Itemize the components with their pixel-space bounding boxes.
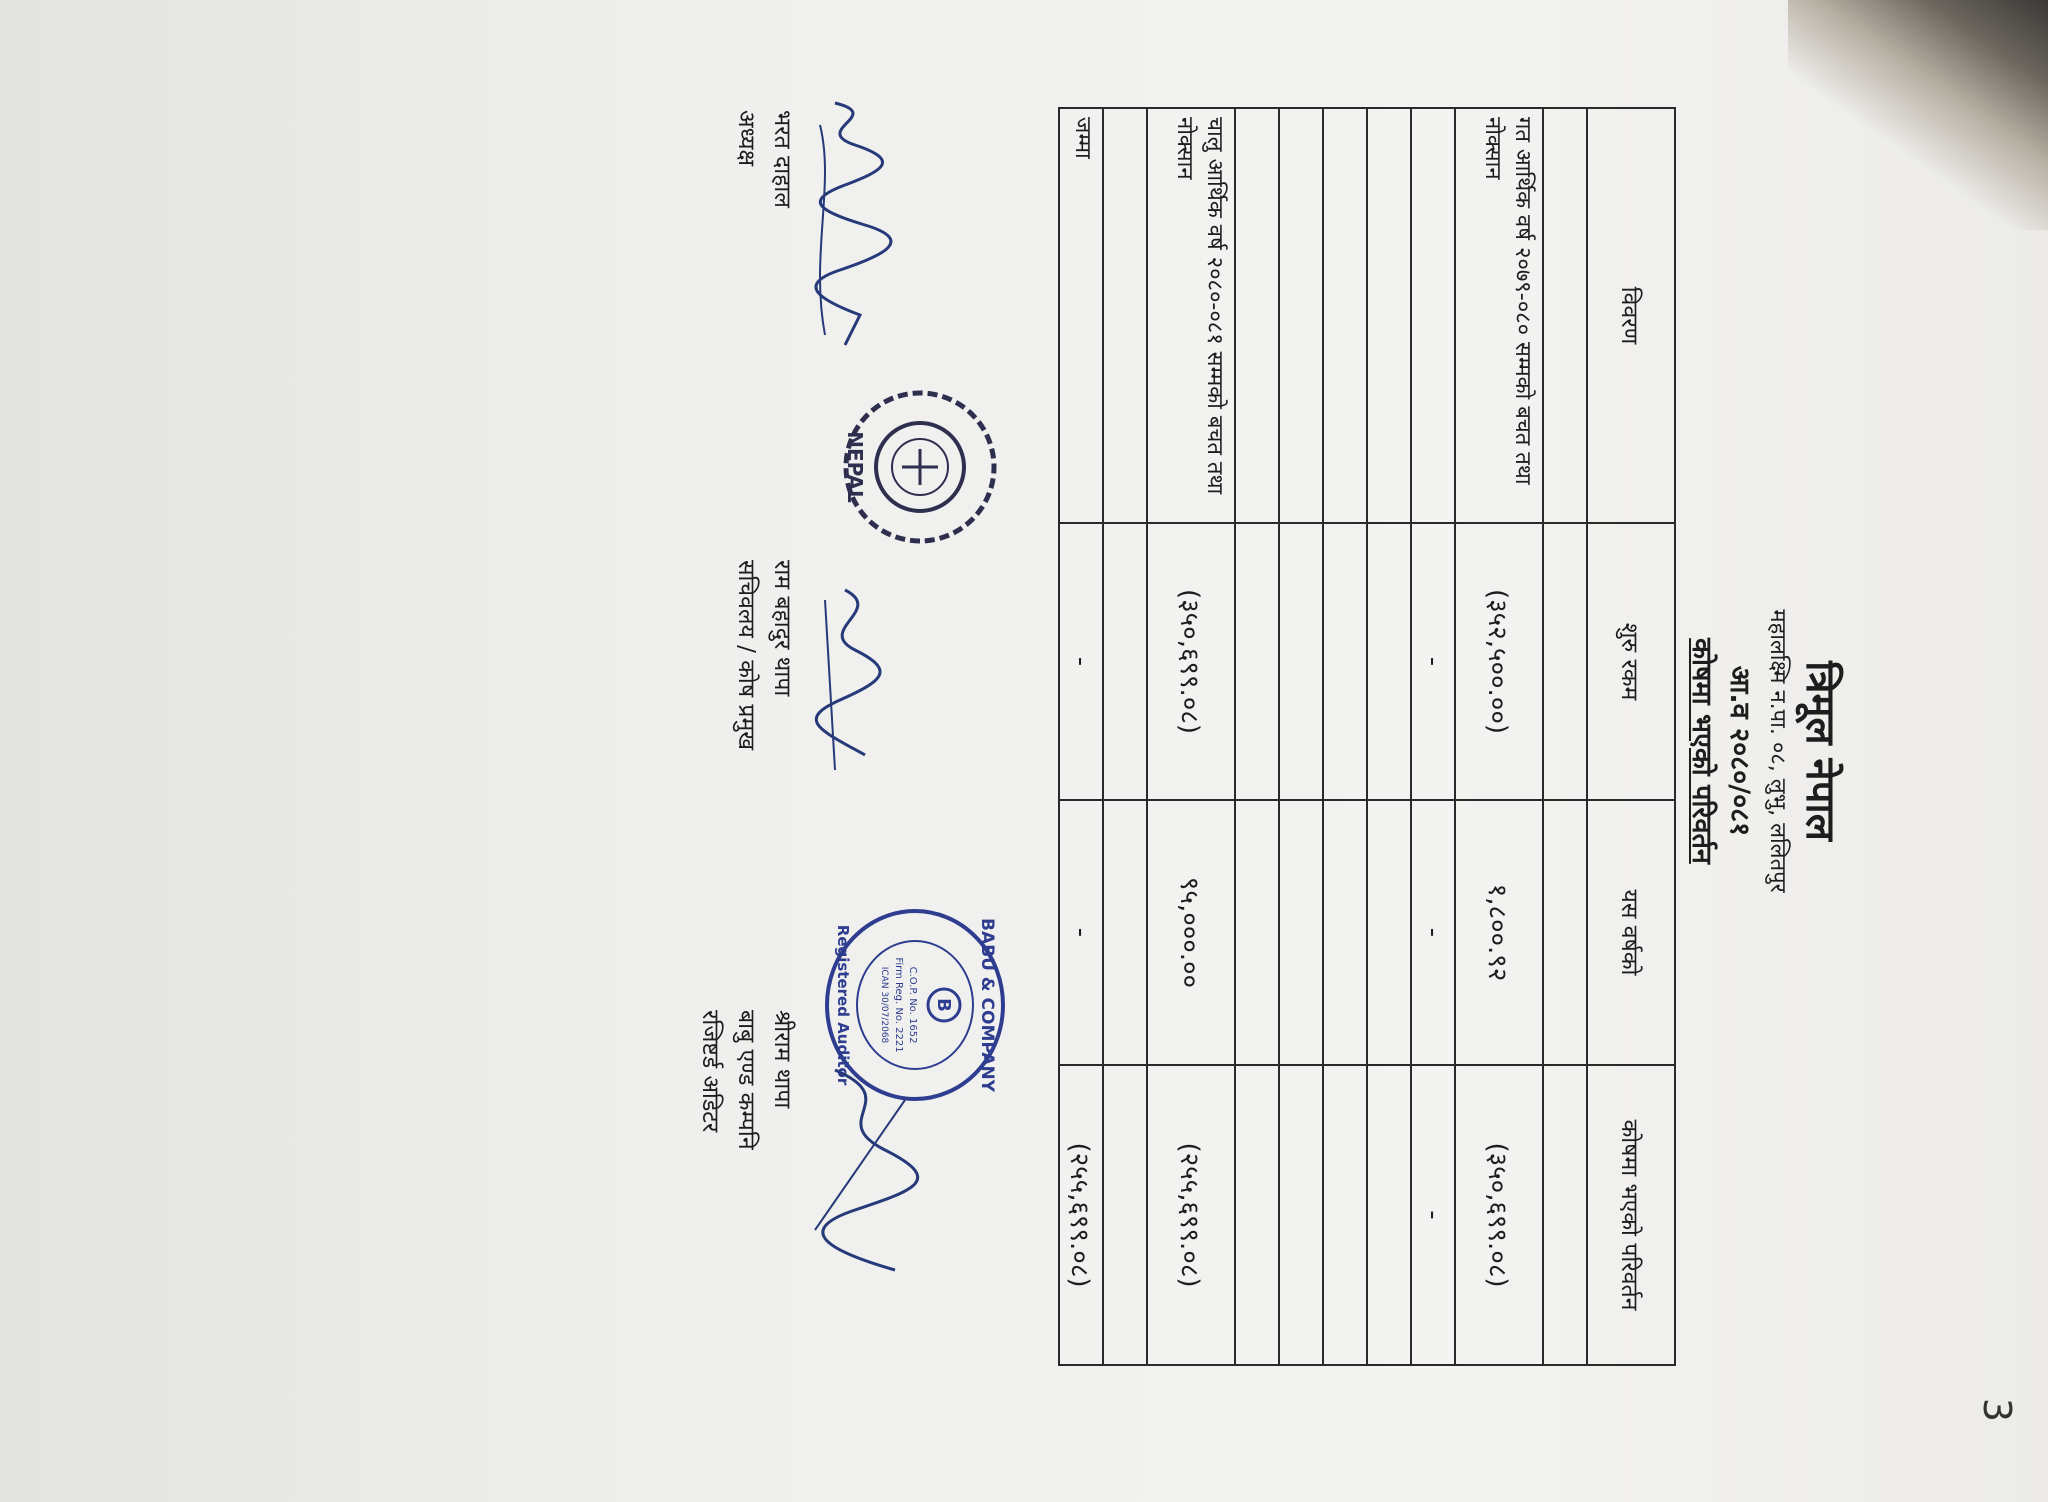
table-cell (1367, 523, 1411, 800)
signatory-middle-title: सचिवलय / कोष प्रमुख (733, 560, 759, 751)
row-this-year: - (1059, 800, 1103, 1065)
signatory-right-firm: बाबु एण्ड कम्पनि (733, 1010, 759, 1150)
table-spacer-row (1367, 108, 1411, 1365)
table-title-text: कोषमा भएको परिवर्तन (1686, 638, 1717, 864)
row-change: (३५०,६९९.०८) (1455, 1065, 1543, 1365)
table-spacer-row (1279, 108, 1323, 1365)
table-cell (1543, 523, 1587, 800)
signatory-middle (728, 560, 800, 750)
row-change: (२५५,६९९.०८) (1059, 1065, 1103, 1365)
table-cell (1323, 800, 1367, 1065)
row-opening: - (1059, 523, 1103, 800)
table-cell (1235, 108, 1279, 523)
fiscal-year: आ.व २०८०/०८१ (1724, 665, 1755, 837)
signatory-right-name: श्रीराम थापा (769, 1010, 795, 1109)
organization-address: महालक्ष्मि न.पा. ०८, लुभु, ललितपुर (1765, 609, 1790, 893)
table-cell (1103, 523, 1147, 800)
auditor-seal-icai: ICAN 30/07/2068 (879, 966, 889, 1044)
auditor-seal-text: BABU & COMPANY (977, 918, 997, 1092)
column-header-change: कोषमा भएको परिवर्तन (1587, 1065, 1675, 1365)
table-cell (1323, 523, 1367, 800)
table-cell (1543, 800, 1587, 1065)
row-opening: (३५२,५००.००) (1455, 523, 1543, 800)
table-row (1147, 108, 1235, 1365)
row-description: चालु आर्थिक वर्ष २०८०-०८१ सम्मको बचत तथा नोक्सान (1147, 108, 1235, 523)
row-change: - (1411, 1065, 1455, 1365)
table-row (1411, 108, 1455, 1365)
organization-name: त्रिमूल नेपाल (1797, 661, 1843, 841)
table-spacer-row (1323, 108, 1367, 1365)
row-this-year: १,८००.९२ (1455, 800, 1543, 1065)
signatory-middle-name: राम बहादुर थापा (769, 560, 795, 697)
signature-middle (805, 580, 895, 780)
round-seal-stamp (840, 387, 1000, 547)
table-total-row (1059, 108, 1103, 1365)
table-cell (1543, 1065, 1587, 1365)
table-cell (1367, 1065, 1411, 1365)
table-cell (1367, 108, 1411, 523)
table-spacer-row (1235, 108, 1279, 1365)
signatory-right (692, 1010, 800, 1150)
table-cell (1543, 108, 1587, 523)
fund-change-table (1058, 107, 1676, 1366)
row-description: जम्मा (1059, 108, 1103, 523)
table-cell (1279, 523, 1323, 800)
page-number: 3 (1975, 1397, 2020, 1423)
table-cell (1323, 108, 1367, 523)
table-cell (1323, 1065, 1367, 1365)
table-row (1455, 108, 1543, 1365)
signature-right (805, 1060, 925, 1280)
table-spacer-row (1543, 108, 1587, 1365)
table-title (1685, 0, 1722, 1502)
row-this-year: - (1411, 800, 1455, 1065)
auditor-seal-firm: Firm Reg. No. 2221 (893, 957, 904, 1053)
signatory-left (728, 110, 800, 208)
row-opening: - (1411, 523, 1455, 800)
auditor-seal-cop: C.O.P. No. 1652 (907, 966, 918, 1044)
table-cell (1235, 800, 1279, 1065)
signatory-right-title: रजिष्टर्ड अडिटर (697, 1010, 723, 1133)
round-seal-text: NEPAL (843, 431, 867, 503)
table-cell (1103, 800, 1147, 1065)
column-header-description: विवरण (1587, 108, 1675, 523)
row-change: (२५५,६९९.०८) (1147, 1065, 1235, 1365)
table-cell (1235, 523, 1279, 800)
signatory-left-title: अध्यक्ष (733, 110, 759, 167)
row-opening: (३५०,६९९.०८) (1147, 523, 1235, 800)
column-header-opening: शुरु रकम (1587, 523, 1675, 800)
signature-left (795, 95, 905, 355)
table-cell (1235, 1065, 1279, 1365)
table-cell (1279, 1065, 1323, 1365)
table-cell (1367, 800, 1411, 1065)
table-cell (1103, 1065, 1147, 1365)
auditor-seal-sub: Registered Auditor (834, 924, 852, 1086)
table-header-row (1587, 108, 1675, 1365)
row-description: गत आर्थिक वर्ष २०७९-०८० सम्मको बचत तथा नोक्सान (1455, 108, 1543, 523)
row-description (1411, 108, 1455, 523)
auditor-seal-logo: B (933, 998, 954, 1012)
signatory-left-name: भरत दाहाल (769, 110, 795, 208)
column-header-this-year: यस वर्षको (1587, 800, 1675, 1065)
table-cell (1279, 800, 1323, 1065)
table-cell (1279, 108, 1323, 523)
table-cell (1103, 108, 1147, 523)
table-spacer-row (1103, 108, 1147, 1365)
row-this-year: ९५,०००.०० (1147, 800, 1235, 1065)
